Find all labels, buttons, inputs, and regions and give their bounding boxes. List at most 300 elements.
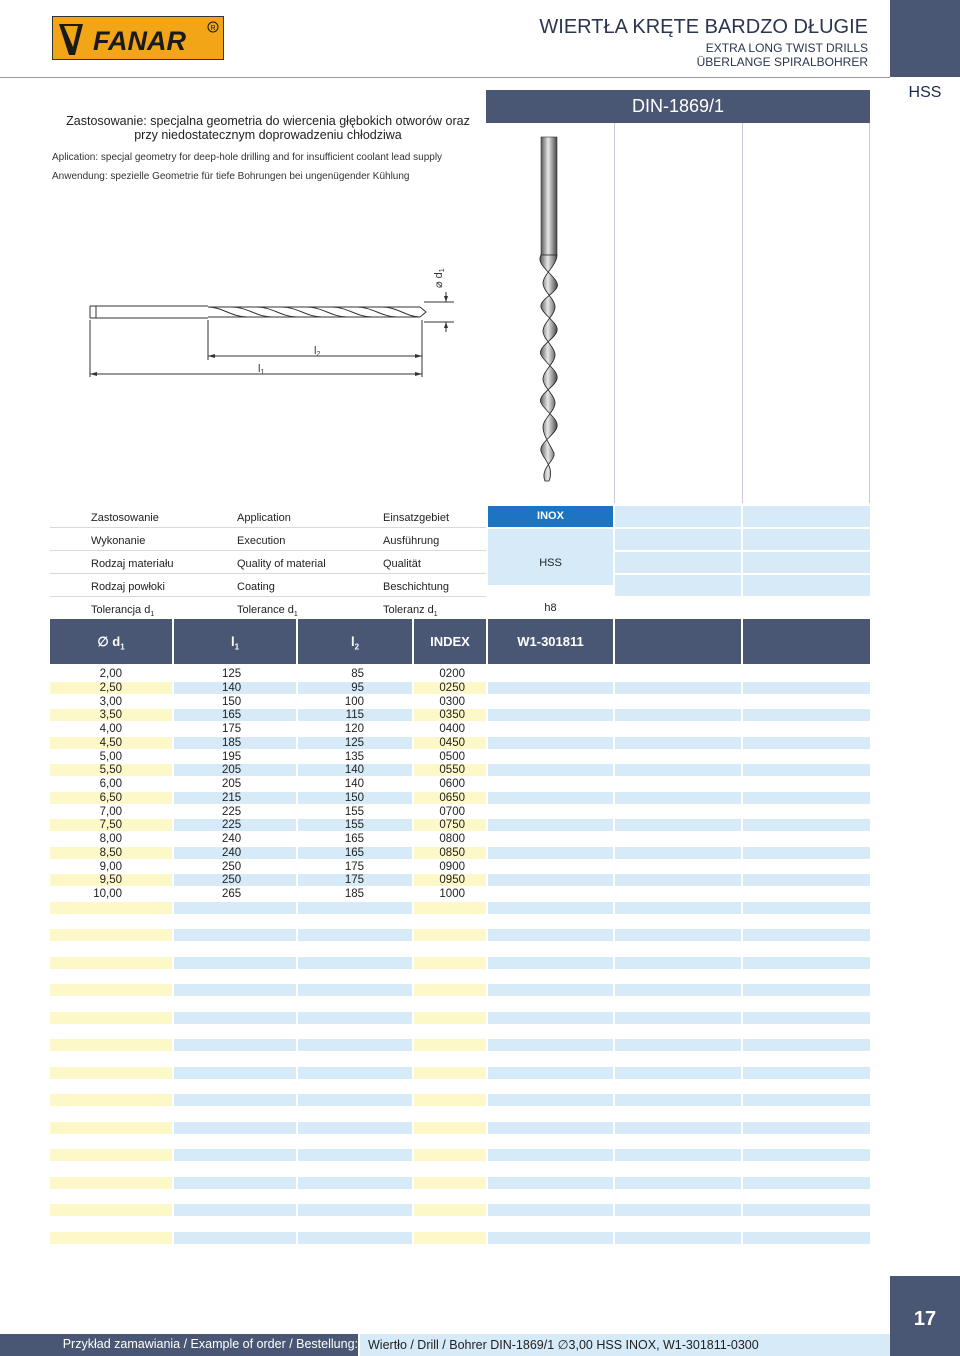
table-cell-l2: 150 <box>344 791 364 804</box>
table-cell-bg <box>414 1136 486 1148</box>
table-cell-bg <box>615 833 741 845</box>
property-label-pl: Wykonanie <box>91 535 146 547</box>
table-cell-l1: 240 <box>222 846 242 859</box>
table-cell-bg <box>50 1232 172 1244</box>
table-cell-bg <box>50 1136 172 1148</box>
table-cell-bg <box>488 751 613 763</box>
table-cell-bg <box>174 1081 296 1093</box>
table-cell-l1: 165 <box>222 709 242 722</box>
table-cell-bg <box>488 1204 613 1216</box>
table-cell-bg <box>488 1191 613 1203</box>
table-cell-bg <box>298 943 412 955</box>
property-label-pl: Rodzaj powłoki <box>91 581 165 593</box>
table-cell-bg <box>615 737 741 749</box>
table-cell-d1: 2,50 <box>99 681 122 694</box>
table-cell-bg <box>488 1108 613 1120</box>
table-cell-bg <box>174 1232 296 1244</box>
table-cell-bg <box>414 916 486 928</box>
table-cell-bg <box>414 1177 486 1189</box>
table-cell-bg <box>488 943 613 955</box>
description-de: Anwendung: spezielle Geometrie für tiefe Bohrungen bei ungenügender Kühlung <box>52 171 410 182</box>
side-tab-label: HSS <box>908 84 942 101</box>
table-cell-bg <box>174 1163 296 1175</box>
table-cell-bg <box>488 792 613 804</box>
table-cell-d1: 8,50 <box>99 846 122 859</box>
table-cell-bg <box>488 1026 613 1038</box>
table-cell-bg <box>174 1191 296 1203</box>
brand-logo <box>52 16 224 60</box>
table-cell-bg <box>414 1218 486 1230</box>
property-row-material <box>50 552 486 574</box>
table-cell-index: 0250 <box>439 681 465 694</box>
table-cell-bg <box>298 1081 412 1093</box>
table-cell-bg <box>50 1039 172 1051</box>
spec-empty-cell <box>615 598 741 619</box>
table-cell-bg <box>414 1039 486 1051</box>
table-cell-bg <box>174 1122 296 1134</box>
table-cell-d1: 4,50 <box>99 736 122 749</box>
table-cell-bg <box>174 984 296 996</box>
table-cell-bg <box>50 1163 172 1175</box>
table-cell-bg <box>743 709 870 721</box>
spec-empty-cell <box>743 575 870 596</box>
table-cell-bg <box>174 1218 296 1230</box>
table-cell-bg <box>615 1012 741 1024</box>
table-cell-bg <box>50 971 172 983</box>
table-cell-bg <box>615 1191 741 1203</box>
side-tab-top <box>890 0 960 77</box>
table-cell-bg <box>615 751 741 763</box>
table-cell-bg <box>298 1177 412 1189</box>
table-cell-bg <box>174 957 296 969</box>
table-cell-d1: 9,50 <box>99 874 122 887</box>
table-cell-bg <box>743 874 870 886</box>
table-cell-index: 1000 <box>439 888 465 900</box>
table-cell-bg <box>298 1067 412 1079</box>
table-cell-bg <box>298 1163 412 1175</box>
table-cell-l2: 155 <box>344 819 364 832</box>
table-cell-bg <box>50 1108 172 1120</box>
table-cell-bg <box>298 1108 412 1120</box>
table-cell-l2: 135 <box>344 750 364 763</box>
table-cell-bg <box>414 998 486 1010</box>
title-english: EXTRA LONG TWIST DRILLS <box>705 41 868 55</box>
l2-label: l2 <box>314 345 321 358</box>
table-cell-bg <box>488 1149 613 1161</box>
table-cell-bg <box>50 916 172 928</box>
table-cell-l2: 140 <box>344 778 364 790</box>
table-cell-l1: 205 <box>222 764 242 777</box>
table-cell-bg <box>615 1232 741 1244</box>
table-cell-bg <box>615 792 741 804</box>
table-cell-bg <box>414 1012 486 1024</box>
table-cell-bg <box>414 929 486 941</box>
table-cell-bg <box>488 1136 613 1148</box>
table-cell-bg <box>615 1218 741 1230</box>
property-label-en: Quality of material <box>237 558 326 570</box>
table-cell-bg <box>488 737 613 749</box>
table-cell-bg <box>743 696 870 708</box>
table-cell-bg <box>298 1012 412 1024</box>
table-cell-bg <box>488 723 613 735</box>
table-cell-bg <box>488 861 613 873</box>
table-cell-bg <box>298 1094 412 1106</box>
table-cell-bg <box>615 1136 741 1148</box>
table-cell-bg <box>743 723 870 735</box>
table-cell-bg <box>488 1094 613 1106</box>
footer-example: Wiertło / Drill / Bohrer DIN-1869/1 ∅3,00 HSS INOX, W1-301811-0300 <box>368 1338 759 1352</box>
table-cell-bg <box>615 861 741 873</box>
table-cell-bg <box>615 916 741 928</box>
table-cell-bg <box>50 1122 172 1134</box>
table-cell-bg <box>298 998 412 1010</box>
table-cell-bg <box>174 1108 296 1120</box>
table-cell-l1: 195 <box>222 750 242 763</box>
spec-empty-cell <box>615 575 741 596</box>
table-cell-d1: 6,50 <box>99 791 122 804</box>
table-cell-bg <box>174 1204 296 1216</box>
table-cell-bg <box>743 1026 870 1038</box>
table-cell-l2: 115 <box>345 709 364 722</box>
side-tab <box>890 0 960 1356</box>
table-cell-bg <box>174 1039 296 1051</box>
table-cell-bg <box>615 1053 741 1065</box>
table-cell-bg <box>298 902 412 914</box>
table-cell-bg <box>50 957 172 969</box>
table-cell-l2: 95 <box>351 681 364 694</box>
table-cell-bg <box>50 1204 172 1216</box>
table-cell-bg <box>615 723 741 735</box>
table-cell-bg <box>615 819 741 831</box>
property-label-de: Qualität <box>383 558 421 570</box>
table-cell-bg <box>615 929 741 941</box>
table-cell-bg <box>298 1218 412 1230</box>
table-cell-bg <box>414 1163 486 1175</box>
table-cell-bg <box>743 1122 870 1134</box>
table-cell-d1: 5,50 <box>99 764 122 777</box>
header-empty <box>615 619 741 664</box>
description-en: Aplication: specjal geometry for deep-hole drilling and for insufficient coolant lead supply <box>52 152 443 163</box>
table-cell-bg <box>615 778 741 790</box>
table-cell-l1: 225 <box>222 819 242 832</box>
table-cell-bg <box>488 1163 613 1175</box>
table-cell-bg <box>743 1094 870 1106</box>
table-cell-bg <box>615 1163 741 1175</box>
table-cell-bg <box>298 1039 412 1051</box>
table-cell-l2: 100 <box>344 695 364 708</box>
table-cell-l1: 175 <box>222 723 242 735</box>
drill-technical-drawing <box>82 262 462 382</box>
table-cell-d1: 4,00 <box>99 723 122 735</box>
table-cell-bg <box>50 984 172 996</box>
table-cell-bg <box>488 888 613 900</box>
property-label-en: Coating <box>237 581 275 593</box>
table-cell-bg <box>50 1081 172 1093</box>
table-cell-d1: 7,00 <box>99 805 122 818</box>
title-polish: WIERTŁA KRĘTE BARDZO DŁUGIE <box>539 16 868 38</box>
table-cell-bg <box>298 1204 412 1216</box>
table-cell-bg <box>50 998 172 1010</box>
description-pl-line1: Zastosowanie: specjalna geometria do wiercenia głębokich otworów oraz <box>66 114 470 128</box>
table-cell-bg <box>615 888 741 900</box>
table-cell-bg <box>743 806 870 818</box>
table-cell-l1: 125 <box>222 668 242 680</box>
table-cell-bg <box>414 1232 486 1244</box>
spec-material-value: HSS <box>488 541 613 585</box>
table-cell-bg <box>50 943 172 955</box>
table-cell-bg <box>298 1232 412 1244</box>
page-number: 17 <box>913 1308 937 1330</box>
footer-label: Przykład zamawiania / Example of order / Bestellung: <box>62 1337 358 1351</box>
table-cell-bg <box>488 778 613 790</box>
table-cell-d1: 3,00 <box>99 695 122 708</box>
table-cell-bg <box>414 984 486 996</box>
spec-empty-cell <box>615 552 741 573</box>
property-label-en: Application <box>237 512 291 524</box>
table-cell-bg <box>488 847 613 859</box>
table-cell-bg <box>414 943 486 955</box>
table-cell-bg <box>488 1039 613 1051</box>
table-cell-bg <box>615 1081 741 1093</box>
table-cell-bg <box>298 1136 412 1148</box>
table-cell-index: 0600 <box>439 778 465 790</box>
table-cell-bg <box>743 1232 870 1244</box>
table-cell-bg <box>174 902 296 914</box>
table-cell-l2: 175 <box>344 874 364 887</box>
table-cell-d1: 6,00 <box>99 778 122 790</box>
table-cell-bg <box>50 1012 172 1024</box>
svg-text:R: R <box>210 25 216 32</box>
divider <box>50 527 486 528</box>
table-cell-l1: 250 <box>222 874 242 887</box>
table-cell-bg <box>488 874 613 886</box>
table-cell-bg <box>414 902 486 914</box>
table-cell-l1: 140 <box>222 681 242 694</box>
table-cell-bg <box>615 1204 741 1216</box>
table-cell-bg <box>174 971 296 983</box>
table-cell-bg <box>174 1177 296 1189</box>
diameter-label: ⌀ d1 <box>433 268 446 288</box>
table-cell-bg <box>615 847 741 859</box>
table-cell-bg <box>414 1081 486 1093</box>
table-cell-l2: 175 <box>344 860 364 873</box>
table-cell-bg <box>488 1081 613 1093</box>
table-cell-d1: 2,00 <box>99 668 122 680</box>
table-cell-bg <box>743 668 870 680</box>
table-cell-l2: 165 <box>344 846 364 859</box>
table-cell-bg <box>298 984 412 996</box>
table-cell-l1: 150 <box>222 695 242 708</box>
table-cell-l2: 140 <box>344 764 364 777</box>
table-cell-bg <box>743 1108 870 1120</box>
table-cell-index: 0400 <box>439 723 465 735</box>
table-cell-l2: 125 <box>344 736 364 749</box>
property-label-pl: Tolerancja $d_1$ <box>91 604 155 619</box>
table-cell-bg <box>50 1094 172 1106</box>
table-cell-bg <box>174 1026 296 1038</box>
property-label-de: Toleranz $d_1$ <box>383 604 438 619</box>
table-cell-d1: 5,00 <box>99 750 122 763</box>
table-cell-d1: 8,00 <box>99 833 122 845</box>
table-cell-index: 0950 <box>439 874 465 887</box>
spec-empty-cell <box>743 552 870 573</box>
table-cell-d1: 3,50 <box>99 709 122 722</box>
table-cell-bg <box>615 764 741 776</box>
table-cell-bg <box>414 1067 486 1079</box>
table-cell-bg <box>488 1053 613 1065</box>
table-cell-bg <box>615 709 741 721</box>
table-cell-bg <box>298 1122 412 1134</box>
table-cell-d1: 10,00 <box>93 888 122 900</box>
table-cell-l1: 205 <box>222 778 242 790</box>
property-label-de: Ausführung <box>383 535 440 547</box>
table-cell-bg <box>488 682 613 694</box>
table-cell-bg <box>414 1191 486 1203</box>
table-cell-bg <box>298 957 412 969</box>
table-cell-bg <box>488 833 613 845</box>
table-cell-bg <box>414 1026 486 1038</box>
spec-application-value: INOX <box>488 506 613 527</box>
table-cell-d1: 9,00 <box>99 860 122 873</box>
header-empty <box>743 619 870 664</box>
table-cell-bg <box>298 1191 412 1203</box>
table-cell-bg <box>50 1149 172 1161</box>
table-cell-l2: 85 <box>351 668 364 680</box>
table-cell-bg <box>743 957 870 969</box>
table-cell-bg <box>414 1204 486 1216</box>
table-cell-bg <box>174 929 296 941</box>
table-cell-bg <box>488 971 613 983</box>
table-cell-bg <box>488 916 613 928</box>
table-cell-bg <box>414 1122 486 1134</box>
table-cell-bg <box>615 984 741 996</box>
property-label-en: Tolerance $d_1$ <box>237 604 298 619</box>
table-cell-bg <box>414 1053 486 1065</box>
table-cell-index: 0300 <box>439 695 465 708</box>
table-cell-l1: 225 <box>222 805 242 818</box>
table-cell-bg <box>488 957 613 969</box>
table-cell-bg <box>414 1094 486 1106</box>
property-label-de: Beschichtung <box>383 581 450 593</box>
table-cell-bg <box>488 998 613 1010</box>
table-cell-bg <box>743 916 870 928</box>
table-cell-bg <box>743 1012 870 1024</box>
table-cell-bg <box>615 1108 741 1120</box>
table-cell-index: 0500 <box>439 750 465 763</box>
table-cell-bg <box>298 1026 412 1038</box>
property-label-pl: Rodzaj materiału <box>91 558 174 570</box>
table-cell-bg <box>743 1053 870 1065</box>
svg-text:FANAR: FANAR <box>93 26 186 56</box>
table-cell-bg <box>743 861 870 873</box>
divider <box>50 573 486 574</box>
table-cell-bg <box>50 1218 172 1230</box>
table-cell-bg <box>615 902 741 914</box>
table-cell-bg <box>298 929 412 941</box>
table-cell-bg <box>488 1177 613 1189</box>
property-label-de: Einsatzgebiet <box>383 512 450 524</box>
divider <box>50 596 486 597</box>
title-german: ÜBERLANGE SPIRALBOHRER <box>696 55 868 69</box>
table-cell-bg <box>50 1067 172 1079</box>
property-label-pl: Zastosowanie <box>91 512 159 524</box>
table-cell-l2: 120 <box>344 723 364 735</box>
table-cell-bg <box>174 943 296 955</box>
table-cell-bg <box>743 1081 870 1093</box>
table-cell-bg <box>615 696 741 708</box>
spec-empty-cell <box>743 598 870 619</box>
table-cell-l2: 185 <box>344 888 364 900</box>
table-cell-bg <box>743 984 870 996</box>
table-cell-bg <box>414 971 486 983</box>
table-cell-bg <box>50 929 172 941</box>
table-cell-bg <box>615 682 741 694</box>
table-cell-bg <box>174 998 296 1010</box>
table-cell-bg <box>615 957 741 969</box>
table-cell-bg <box>743 943 870 955</box>
property-row-tolerance <box>50 598 486 620</box>
table-cell-bg <box>615 1122 741 1134</box>
table-cell-bg <box>743 1067 870 1079</box>
table-cell-bg <box>488 1232 613 1244</box>
spec-empty-cell <box>743 529 870 550</box>
table-cell-index: 0850 <box>439 846 465 859</box>
table-cell-bg <box>488 819 613 831</box>
table-cell-bg <box>615 1177 741 1189</box>
table-cell-bg <box>615 1067 741 1079</box>
table-cell-bg <box>488 806 613 818</box>
standard-banner: DIN-1869/1 <box>486 90 870 123</box>
table-cell-bg <box>743 888 870 900</box>
table-cell-bg <box>174 1067 296 1079</box>
table-cell-index: 0650 <box>439 791 465 804</box>
table-cell-bg <box>488 709 613 721</box>
table-cell-bg <box>488 929 613 941</box>
l1-label: l1 <box>258 363 265 376</box>
table-cell-bg <box>615 1094 741 1106</box>
table-cell-index: 0450 <box>439 736 465 749</box>
column-divider <box>614 123 615 503</box>
table-cell-bg <box>174 1149 296 1161</box>
header-l2: $l_2$ <box>298 619 412 664</box>
table-cell-bg <box>743 682 870 694</box>
fanar-logo-icon <box>53 17 225 61</box>
table-cell-index: 0200 <box>439 668 465 680</box>
table-cell-bg <box>743 1136 870 1148</box>
table-cell-bg <box>743 929 870 941</box>
table-cell-bg <box>298 1149 412 1161</box>
table-cell-bg <box>414 1108 486 1120</box>
table-cell-bg <box>488 1218 613 1230</box>
property-row-execution <box>50 529 486 551</box>
table-cell-l1: 265 <box>222 888 242 900</box>
table-cell-bg <box>50 1053 172 1065</box>
spec-empty-cell <box>615 506 741 527</box>
table-cell-bg <box>488 764 613 776</box>
table-cell-bg <box>488 902 613 914</box>
table-cell-bg <box>743 751 870 763</box>
table-cell-bg <box>743 902 870 914</box>
table-cell-bg <box>743 847 870 859</box>
table-cell-bg <box>50 1026 172 1038</box>
table-cell-bg <box>615 1149 741 1161</box>
table-cell-bg <box>743 833 870 845</box>
table-cell-bg <box>488 668 613 680</box>
table-cell-bg <box>298 1053 412 1065</box>
description-pl-line2: przy niedostatecznym doprowadzeniu chłodziwa <box>134 128 402 142</box>
table-cell-l1: 185 <box>222 736 242 749</box>
table-cell-index: 0800 <box>439 833 465 845</box>
